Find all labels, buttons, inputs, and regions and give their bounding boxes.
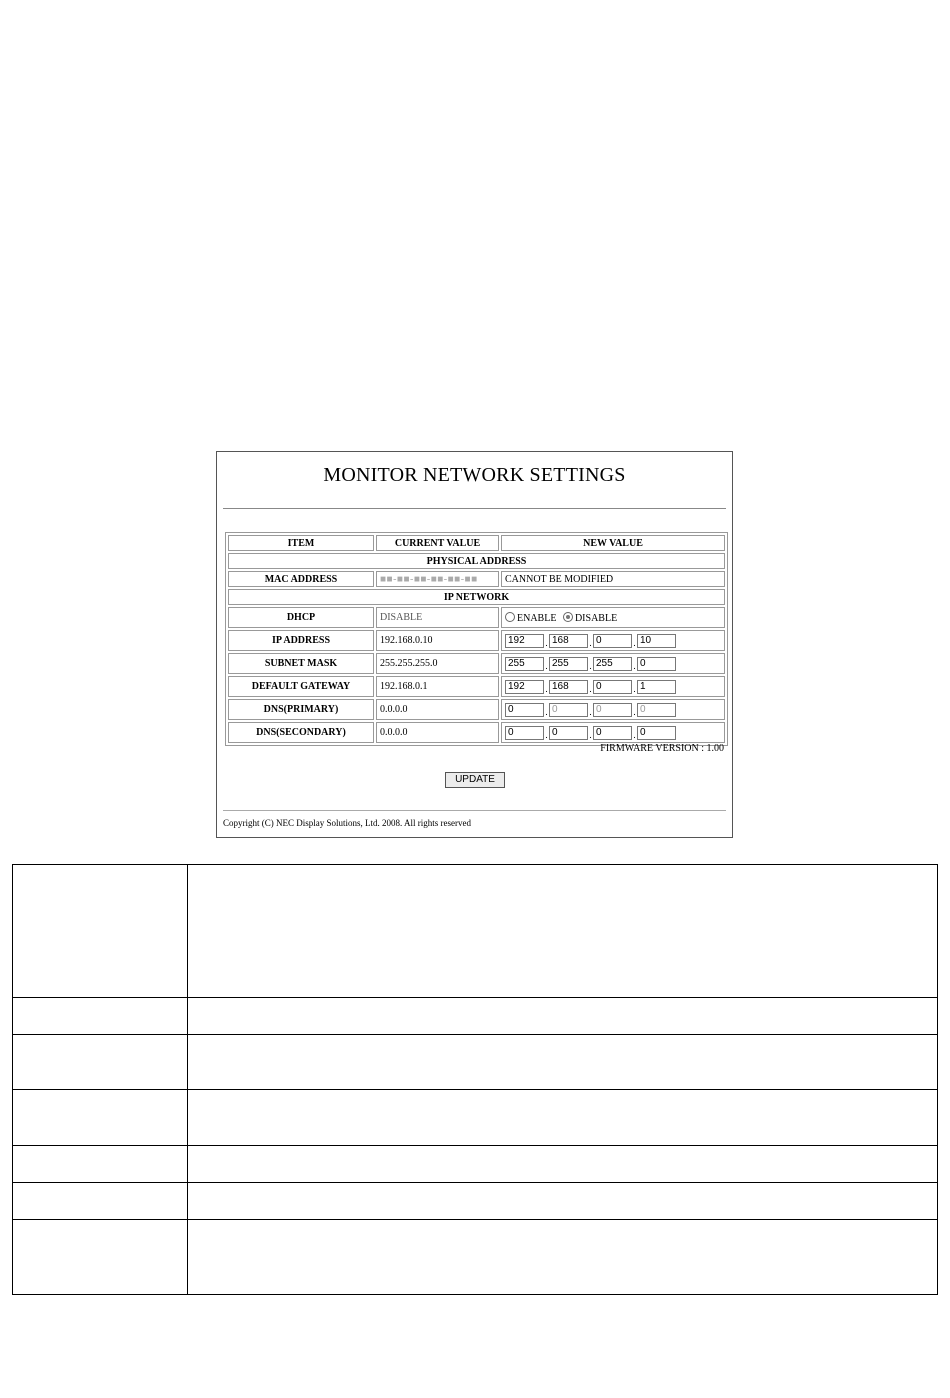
ip-address-current: 192.168.0.10 bbox=[376, 630, 499, 651]
table-row bbox=[13, 865, 938, 998]
ip-address-octet-4[interactable]: 10 bbox=[637, 634, 676, 648]
table-cell bbox=[13, 998, 188, 1035]
dns-primary-octet-1[interactable]: 0 bbox=[505, 703, 544, 717]
dhcp-enable-label: ENABLE bbox=[517, 612, 557, 624]
update-button[interactable]: UPDATE bbox=[445, 772, 505, 788]
table-cell bbox=[188, 1220, 938, 1295]
settings-table bbox=[225, 532, 728, 746]
default-gateway-octet-1[interactable]: 192 bbox=[505, 680, 544, 694]
table-cell bbox=[13, 1035, 188, 1090]
column-header-current: CURRENT VALUE bbox=[376, 535, 499, 551]
ip-address-label: IP ADDRESS bbox=[228, 630, 374, 651]
default-gateway-current: 192.168.0.1 bbox=[376, 676, 499, 697]
dns-secondary-octet-3[interactable]: 0 bbox=[593, 726, 632, 740]
table-row bbox=[228, 676, 725, 697]
default-gateway-octet-4[interactable]: 1 bbox=[637, 680, 676, 694]
table-row bbox=[228, 630, 725, 651]
table-cell bbox=[13, 865, 188, 998]
subnet-mask-octet-1[interactable]: 255 bbox=[505, 657, 544, 671]
default-gateway-octet-3[interactable]: 0 bbox=[593, 680, 632, 694]
table-cell bbox=[188, 998, 938, 1035]
ip-address-octet-2[interactable]: 168 bbox=[549, 634, 588, 648]
table-row bbox=[13, 1090, 938, 1146]
description-table bbox=[12, 864, 938, 1295]
table-cell bbox=[188, 1146, 938, 1183]
subnet-mask-octet-2[interactable]: 255 bbox=[549, 657, 588, 671]
dns-primary-octet-4[interactable]: 0 bbox=[637, 703, 676, 717]
table-row bbox=[228, 653, 725, 674]
ip-address-inputs: 192 . 168 . 0 . 10 bbox=[501, 630, 725, 651]
section-physical-address: PHYSICAL ADDRESS bbox=[228, 553, 725, 569]
subnet-mask-inputs: 255 . 255 . 255 . 0 bbox=[501, 653, 725, 674]
table-cell bbox=[13, 1220, 188, 1295]
subnet-mask-octet-3[interactable]: 255 bbox=[593, 657, 632, 671]
title-divider bbox=[223, 508, 726, 509]
table-row bbox=[228, 607, 725, 628]
column-header-new: NEW VALUE bbox=[501, 535, 725, 551]
subnet-mask-octet-4[interactable]: 0 bbox=[637, 657, 676, 671]
ip-address-octet-3[interactable]: 0 bbox=[593, 634, 632, 648]
table-row bbox=[13, 998, 938, 1035]
dns-secondary-octet-2[interactable]: 0 bbox=[549, 726, 588, 740]
dhcp-current: DISABLE bbox=[376, 607, 499, 628]
dhcp-disable-label: DISABLE bbox=[574, 612, 618, 624]
table-row bbox=[13, 1183, 938, 1220]
table-row bbox=[13, 1035, 938, 1090]
table-row bbox=[13, 1220, 938, 1295]
table-cell bbox=[188, 865, 938, 998]
dns-secondary-octet-1[interactable]: 0 bbox=[505, 726, 544, 740]
table-cell bbox=[188, 1090, 938, 1146]
dns-primary-current: 0.0.0.0 bbox=[376, 699, 499, 720]
table-cell bbox=[188, 1035, 938, 1090]
dns-primary-inputs: 0 . 0 . 0 . 0 bbox=[501, 699, 725, 720]
dns-secondary-label: DNS(SECONDARY) bbox=[228, 722, 374, 743]
dns-secondary-current: 0.0.0.0 bbox=[376, 722, 499, 743]
footer-divider bbox=[223, 810, 726, 811]
section-ip-network: IP NETWORK bbox=[228, 589, 725, 605]
dns-primary-octet-2[interactable]: 0 bbox=[549, 703, 588, 717]
table-row bbox=[13, 1146, 938, 1183]
dns-primary-label: DNS(PRIMARY) bbox=[228, 699, 374, 720]
column-header-item: ITEM bbox=[228, 535, 374, 551]
dns-secondary-octet-4[interactable]: 0 bbox=[637, 726, 676, 740]
table-row bbox=[228, 699, 725, 720]
table-row bbox=[228, 722, 725, 743]
dhcp-disable-radio[interactable] bbox=[563, 612, 573, 622]
ip-address-octet-1[interactable]: 192 bbox=[505, 634, 544, 648]
subnet-mask-label: SUBNET MASK bbox=[228, 653, 374, 674]
table-row bbox=[228, 571, 725, 587]
dns-secondary-inputs: 0 . 0 . 0 . 0 bbox=[501, 722, 725, 743]
copyright-text: Copyright (C) NEC Display Solutions, Ltd. 2008. All rights reserved bbox=[223, 818, 471, 828]
table-cell bbox=[13, 1090, 188, 1146]
header-row bbox=[228, 535, 725, 551]
dhcp-options bbox=[501, 607, 725, 628]
dns-primary-octet-3[interactable]: 0 bbox=[593, 703, 632, 717]
default-gateway-inputs: 192 . 168 . 0 . 1 bbox=[501, 676, 725, 697]
firmware-version: FIRMWARE VERSION : 1.00 bbox=[600, 743, 724, 754]
page-title: MONITOR NETWORK SETTINGS bbox=[323, 464, 626, 486]
table-cell bbox=[13, 1183, 188, 1220]
table-cell bbox=[13, 1146, 188, 1183]
mac-address-current: ■■-■■-■■-■■-■■-■■ bbox=[376, 571, 499, 587]
dhcp-enable-radio[interactable] bbox=[505, 612, 515, 622]
network-settings-panel bbox=[216, 451, 733, 838]
default-gateway-octet-2[interactable]: 168 bbox=[549, 680, 588, 694]
table-cell bbox=[188, 1183, 938, 1220]
mac-address-new: CANNOT BE MODIFIED bbox=[501, 571, 725, 587]
dhcp-label: DHCP bbox=[228, 607, 374, 628]
subnet-mask-current: 255.255.255.0 bbox=[376, 653, 499, 674]
mac-address-label: MAC ADDRESS bbox=[228, 571, 374, 587]
default-gateway-label: DEFAULT GATEWAY bbox=[228, 676, 374, 697]
